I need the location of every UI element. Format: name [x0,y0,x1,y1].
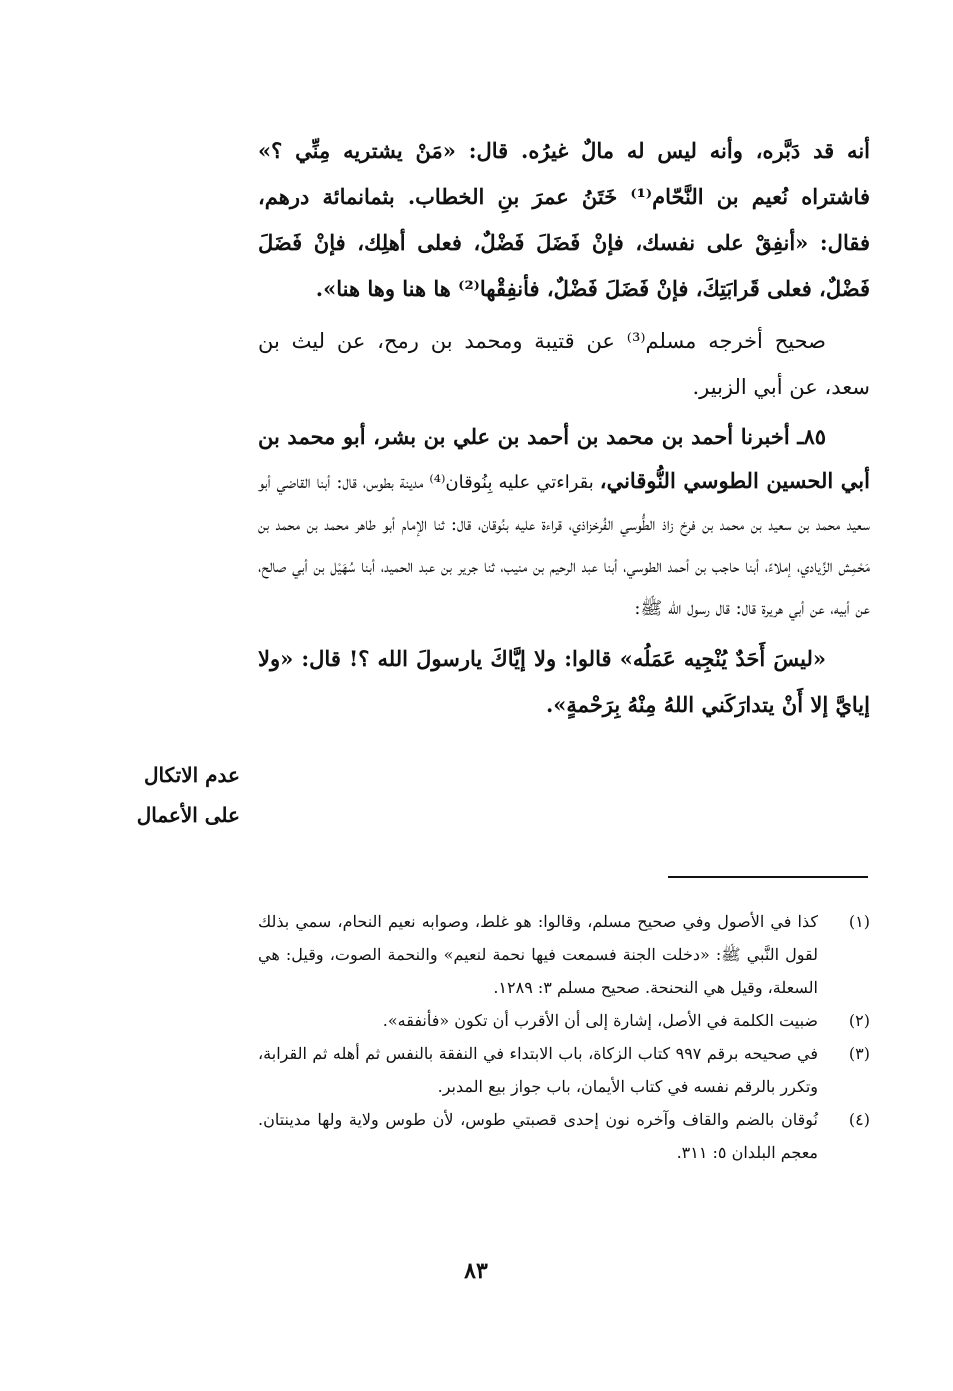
footnote-text: في صحيحه برقم ٩٩٧ كتاب الزكاة، باب الابتداء في النفقة بالنفس ثم أهله ثم القرابة، وتكرر بالرقم نفسه في كتاب الأيمان، باب جواز بيع المدبر. [258,1044,819,1096]
isnad-heading: ٨٥ـ أخبرنا أحمد بن محمد بن أحمد بن علي بن بشر، أبو محمد بن أبي الحسين الطوسي النُّوقاني، [258,424,870,493]
footnote [258,1004,870,1037]
footnote-divider [668,876,868,878]
footnote-text: كذا في الأصول وفي صحيح مسلم، وقالوا: هو غلط، وصوابه نعيم النحام، سمي بذلك لقول النَّبي ﷺ: «دخلت الجنة فسمعت فيها نحمة لنعيم» والنحمة الصوت، وقيل: هي السعلة، وقيل هي النحنحة. صحيح مسلم ٣: ١٢٨٩. [258,912,818,997]
paragraph-hadith-matn: «ليسَ أَحَدٌ يُنْجِيه عَمَلُه» قالوا: ولا إيَّاكَ يارسولَ الله ؟! قال: «ولا إيايَّ إلا أَنْ يتدارَكَني اللهُ مِنْهُ بِرَحْمةٍ». [258,646,870,717]
paragraph-takhrij: صحيح أخرجه مسلم⁽³⁾ عن قتيبة ومحمد بن رمح، عن ليث بن سعد، عن أبي الزبير. [258,329,870,399]
footnote-text: نُوقان بالضم والقاف وآخره نون إحدى قصبتي طوس، لأن طوس ولاية ولها مدينتان. معجم البلدان ٥: ٣١١. [258,1110,818,1162]
footnote-number: (٤) [848,1110,870,1129]
footnote-number: (١) [848,912,870,931]
footnote-text: ضبيت الكلمة في الأصل، إشارة إلى أن الأقرب أن تكون «فأنفقه». [382,1011,818,1030]
footnote [258,1037,870,1103]
footnote [258,905,870,1004]
isnad-chain: بقراءتي عليه بِنُوقان⁽⁴⁾ مدينة بطوس، قال: أبنا القاضي أبو سعيد محمد بن سعيد بن محمد بن فرخ زاذ الطُّوسي الفُرخزاذي، قراءة عليه بنُوقان، قال: ثنا الإمام أبو طاهر محمد بن محمد بن مَحْمِش الزِّيادي، إملاءً، أبنا حاجب بن أحمد الطوسي، أبنا عبد الرحيم بن منيب، ثنا جرير بن عبد الحميد، أبنا سُهَيْل بن أبي صالح، عن أبيه، عن أبي هريرة قال: قال رسول الله ﷺ: [258,472,870,619]
page-number: ٨٣ [464,1258,488,1284]
margin-note-line-2: على الأعمال [136,803,240,827]
footnote [258,1103,870,1169]
main-text [258,128,870,734]
footnote-number: (٣) [848,1044,870,1063]
paragraph-isnad [258,416,870,630]
footnotes [258,905,870,1169]
footnote-number: (٢) [848,1011,870,1030]
paragraph-hadith-continuation: أنه قد دَبَّره، وأنه ليس له مالٌ غيرُه. قال: «مَنْ يشتريه مِنِّي ؟» فاشتراه نُعيم بن النَّحّام⁽¹⁾ خَتَنُ عمرَ بنِ الخطاب. بثمانمائة درهم، فقال: «أنفِقْ على نفسك، فإنْ فَضَلَ فَضْلٌ، فعلى أهلِك، فإنْ فَضَلَ فَضْلٌ، فعلى قَرابَتِكَ، فإنْ فَضَلَ فَضْلٌ، فأنفِقْها⁽²⁾ ها هنا وها هنا». [258,138,870,301]
margin-note-line-1: عدم الاتكال [144,763,240,787]
margin-note [110,755,240,835]
